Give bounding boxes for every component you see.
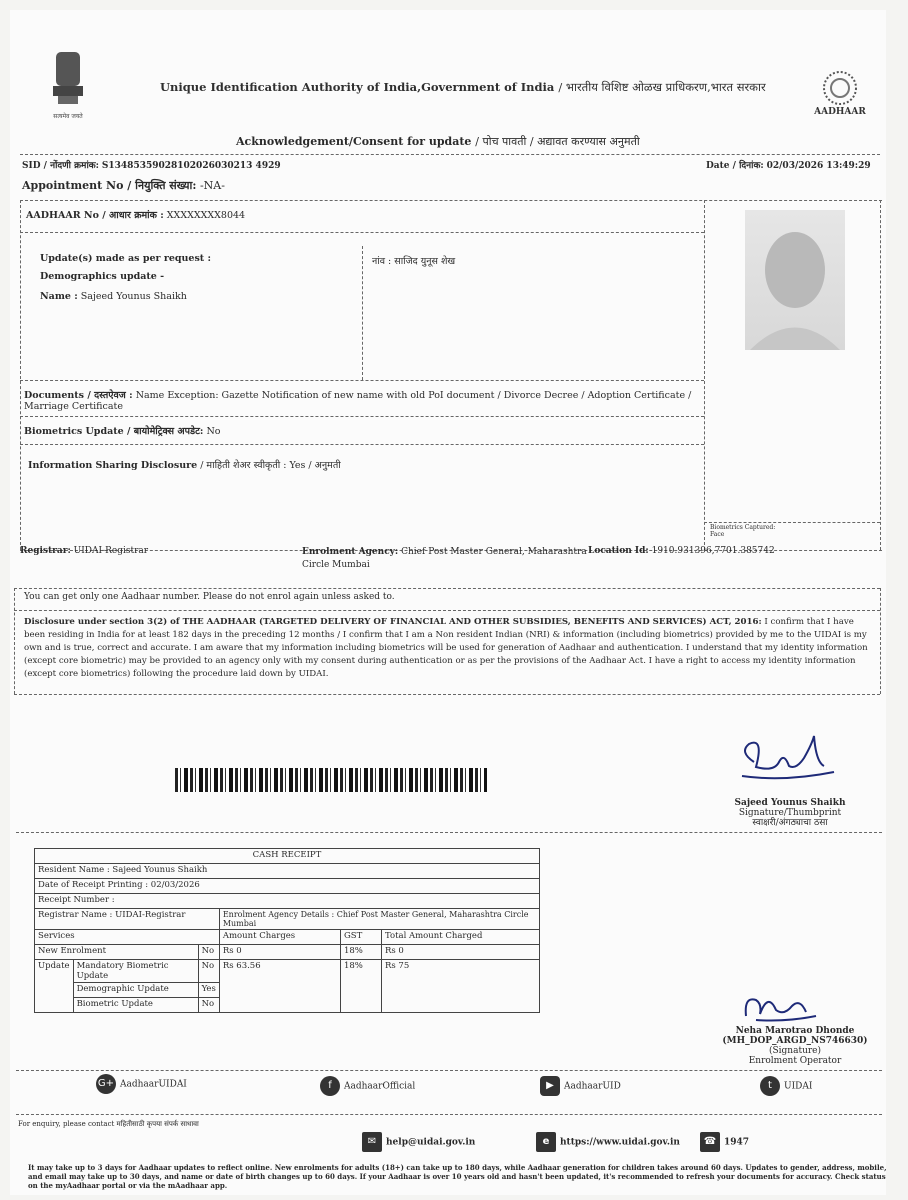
biometrics-update-row: Biometrics Update / बायोमेट्रिक्स अपडेट: No bbox=[24, 426, 221, 437]
row-bio-flag: No bbox=[198, 998, 219, 1013]
updates-label: Update(s) made as per request : bbox=[40, 253, 212, 264]
contact-email[interactable]: ✉ help@uidai.gov.in bbox=[362, 1132, 475, 1152]
operator-signature-icon bbox=[736, 986, 826, 1026]
contact-phone[interactable]: ☎ 1947 bbox=[700, 1132, 749, 1152]
enquiry-text: For enquiry, please contact महितीसाठी कृपया संपर्क साधावा bbox=[18, 1120, 199, 1128]
operator-block: Neha Marotrao Dhonde (MH_DOP_ARGD_NS746630) (Signature) Enrolment Operator bbox=[722, 1026, 868, 1066]
row-mbu-amt: Rs 63.56 bbox=[219, 960, 340, 1013]
twitter-icon: t bbox=[760, 1076, 780, 1096]
biometrics-captured: Biometrics Captured: Face bbox=[710, 524, 776, 538]
location-row: Location Id: 1910.931396,7701.385742 bbox=[588, 546, 775, 556]
receipt-agency: Enrolment Agency Details : Chief Post Master General, Maharashtra Circle Mumbai bbox=[219, 909, 539, 930]
row-mbu: Mandatory Biometric Update bbox=[73, 960, 198, 983]
resident-signature-block: Sajeed Younus Shaikh Signature/Thumbprint स्वाक्षरी/अंगठ्याचा ठसा bbox=[734, 798, 846, 828]
one-aadhaar-note: You can get only one Aadhaar number. Please do not enrol again unless asked to. bbox=[24, 592, 395, 602]
info-sharing-row: Information Sharing Disclosure / माहिती शेअर स्वीकृती : Yes / अनुमती bbox=[28, 460, 341, 471]
youtube-icon: ▶ bbox=[540, 1076, 560, 1096]
receipt-date: Date of Receipt Printing : 02/03/2026 bbox=[35, 879, 540, 894]
disclosure-text: Disclosure under section 3(2) of THE AADHAAR (TARGETED DELIVERY OF FINANCIAL AND OTHER SUBSIDIES, BENEFITS AND SERVICES) ACT, 2016: I confirm that I have been residing in India for at least 182 days in the preceding 12 months / I confirm that I am a Non resident Indian (NRI) & information (including biometrics) provided by me to the UIDAI is my own and is true, correct and accurate. I am aware that my information including biometrics will be used for generation of Aadhaar and authentication. I understand that my identity information (except core biometric) may be provided to an agency only with my consent during authentication or as per the provisions of the Aadhaar Act. I have a right to access my identity information (except core biometrics) following the procedure laid down by UIDAI. bbox=[24, 617, 868, 679]
col-amount: Amount Charges bbox=[219, 930, 340, 945]
row-new-total: Rs 0 bbox=[381, 945, 539, 960]
national-emblem-icon bbox=[50, 48, 86, 122]
footer-note: It may take up to 3 days for Aadhaar updates to reflect online. New enrolments for adults (18+) can take up to 180 days, while Aadhaar generation for children takes around 60 days. Updates to gender, address, mobile, and email may take up to 30 days, and name or date of birth changes up to 60 days. If your Aadhaar is over 10 years old and hasn't been updated, it's recommended to refresh your documents for accuracy. Check status on the myAadhaar portal or via the mAadhaar app. bbox=[28, 1163, 887, 1190]
col-gst: GST bbox=[340, 930, 381, 945]
documents-row: Documents / दस्तऐवज : Name Exception: Gazette Notification of new name with old PoI document / Divorce Decree / Adoption Certificate / Marriage Certificate bbox=[24, 390, 692, 412]
row-new-amt: Rs 0 bbox=[219, 945, 340, 960]
photo-silhouette-icon bbox=[745, 210, 845, 350]
row-demo: Demographic Update bbox=[73, 983, 198, 998]
demographics-label: Demographics update - bbox=[40, 271, 165, 282]
receipt-number: Receipt Number : bbox=[35, 894, 540, 909]
social-google[interactable]: G+ AadhaarUIDAI bbox=[96, 1074, 187, 1094]
web-icon: e bbox=[536, 1132, 556, 1152]
contact-website[interactable]: e https://www.uidai.gov.in bbox=[536, 1132, 680, 1152]
row-mbu-flag: No bbox=[198, 960, 219, 983]
logo-text: AADHAAR bbox=[814, 107, 866, 117]
receipt-registrar: Registrar Name : UIDAI-Registrar bbox=[35, 909, 220, 930]
aadhaar-number: AADHAAR No / आधार क्रमांक : XXXXXXXX8044 bbox=[26, 210, 246, 221]
row-new-flag: No bbox=[198, 945, 219, 960]
social-youtube[interactable]: ▶ AadhaarUID bbox=[540, 1076, 621, 1096]
authority-title: Unique Identification Authority of India,Government of India / भारतीय विशिष्ट ओळख प्राधिकरण,भारत सरकार bbox=[160, 80, 766, 94]
row-new-gst: 18% bbox=[340, 945, 381, 960]
cash-receipt-table bbox=[34, 848, 540, 1013]
row-mbu-total: Rs 75 bbox=[381, 960, 539, 1013]
emblem-text: सत्यमेव जयते bbox=[53, 113, 83, 120]
receipt-resident: Resident Name : Sajeed Younus Shaikh bbox=[35, 864, 540, 879]
facebook-icon: f bbox=[320, 1076, 340, 1096]
acknowledgement-page bbox=[10, 10, 886, 1195]
row-new-enrolment: New Enrolment bbox=[35, 945, 199, 960]
resident-photo bbox=[745, 210, 845, 350]
row-bio: Biometric Update bbox=[73, 998, 198, 1013]
appointment-row: Appointment No / नियुक्ति संख्या: -NA- bbox=[22, 179, 225, 192]
barcode bbox=[175, 768, 487, 792]
name-row: Name : Sajeed Younus Shaikh bbox=[40, 291, 187, 302]
aadhaar-logo-icon bbox=[806, 68, 874, 118]
social-twitter[interactable]: t UIDAI bbox=[760, 1076, 812, 1096]
col-services: Services bbox=[35, 930, 220, 945]
row-mbu-gst: 18% bbox=[340, 960, 381, 1013]
receipt-title: CASH RECEIPT bbox=[35, 849, 540, 864]
phone-icon: ☎ bbox=[700, 1132, 720, 1152]
row-update: Update bbox=[35, 960, 74, 1013]
acknowledgement-title: Acknowledgement/Consent for update / पोच पावती / अद्यावत करण्यास अनुमती bbox=[236, 135, 640, 148]
name-hindi-row: नांव : साजिद युनूस शेख bbox=[372, 256, 456, 267]
agency-row: Enrolment Agency: Chief Post Master General, Maharashtra Circle Mumbai bbox=[302, 547, 587, 570]
row-demo-flag: Yes bbox=[198, 983, 219, 998]
social-facebook[interactable]: f AadhaarOfficial bbox=[320, 1076, 415, 1096]
registrar-row: Registrar: UIDAI-Registrar bbox=[20, 546, 149, 556]
mail-icon: ✉ bbox=[362, 1132, 382, 1152]
sid-row: SID / नोंदणी क्रमांक: S13485359028102026030213 4929 bbox=[22, 161, 281, 171]
resident-signature-icon bbox=[734, 732, 844, 792]
col-total: Total Amount Charged bbox=[381, 930, 539, 945]
date-row: Date / दिनांक: 02/03/2026 13:49:29 bbox=[706, 161, 871, 171]
google-plus-icon: G+ bbox=[96, 1074, 116, 1094]
